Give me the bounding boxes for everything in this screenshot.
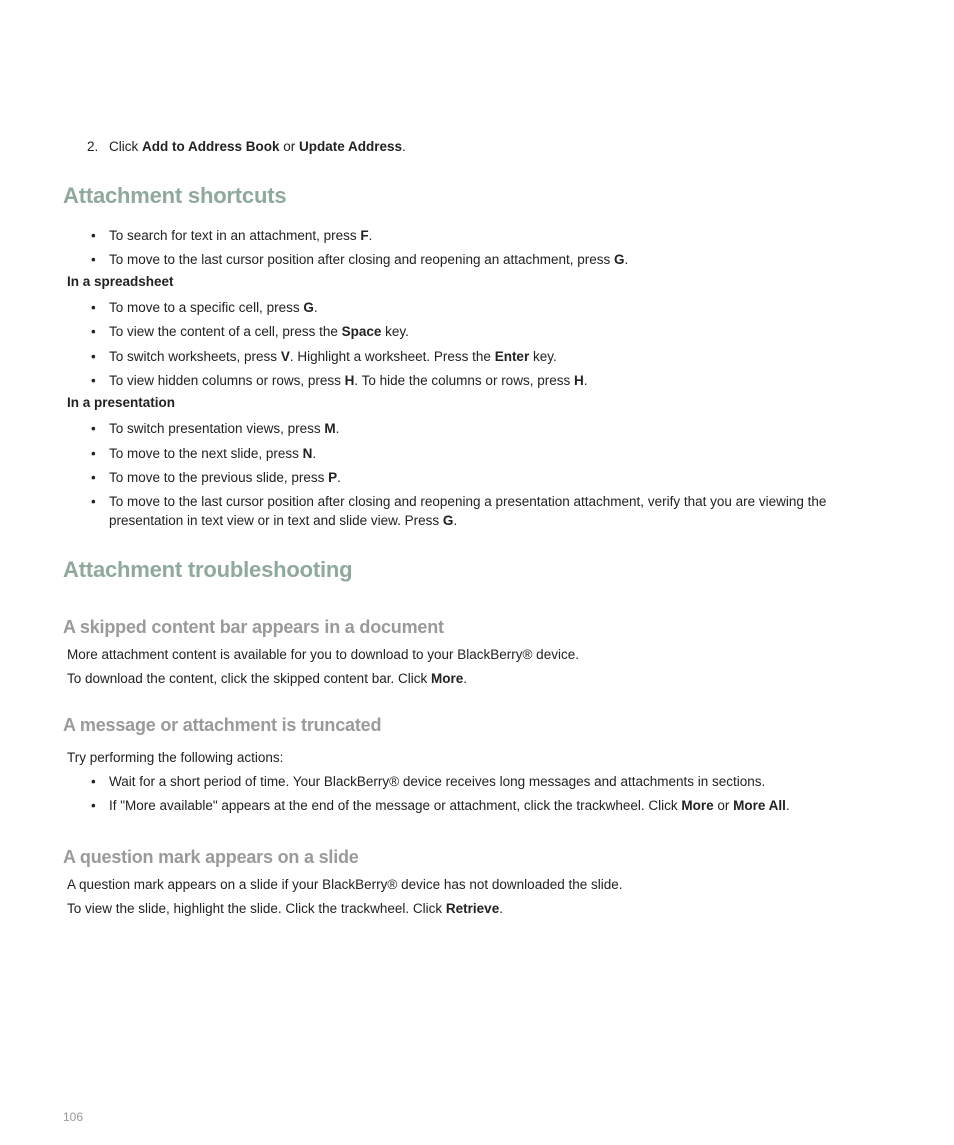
item-key: Space [341, 324, 382, 339]
para-bold: More [430, 671, 464, 686]
step-number: 2. [87, 139, 99, 154]
section-title-shortcuts: Attachment shortcuts [63, 183, 287, 208]
list-item [91, 468, 861, 487]
para-text: To view the slide, highlight the slide. Click the trackwheel. Click [67, 901, 446, 916]
step-text: . [402, 139, 406, 154]
bullet: • [91, 300, 96, 315]
item-text: . [313, 300, 318, 315]
item-key: V [280, 349, 290, 364]
item-text: key. [381, 324, 409, 339]
page-number: 106 [63, 1110, 84, 1124]
heading-skipped-content: A skipped content bar appears in a document [63, 617, 444, 637]
item-text: . [337, 470, 341, 485]
item-key: F [360, 228, 369, 243]
bullet: • [91, 228, 96, 243]
heading-question-mark: A question mark appears on a slide [63, 847, 359, 867]
section-title-troubleshooting: Attachment troubleshooting [63, 557, 353, 582]
paragraph [67, 669, 467, 688]
item-text: . To hide the columns or rows, press [354, 373, 574, 388]
paragraph: Try performing the following actions: [67, 750, 284, 765]
bullet: • [91, 798, 96, 813]
bullet: • [91, 324, 96, 339]
item-text: To move to the last cursor position after closing and reopening a presentation attachment, verify that you are viewing the presentation in text view or in text and slide view. Press [109, 494, 827, 528]
item-key: G [614, 252, 625, 267]
item-key: G [442, 513, 454, 528]
bullet: • [91, 421, 96, 436]
paragraph: More attachment content is available for you to download to your BlackBerry® device. [67, 647, 579, 662]
heading-truncated: A message or attachment is truncated [63, 715, 382, 735]
item-text: . [368, 228, 373, 243]
list-item [91, 796, 861, 815]
step-text: or [279, 139, 300, 154]
list-item [91, 226, 861, 245]
para-text: . [463, 671, 467, 686]
list-item [91, 772, 861, 791]
bullet: • [91, 470, 96, 485]
item-text: . [335, 421, 340, 436]
item-key: More All [733, 798, 786, 813]
item-text: If "More available" appears at the end of the message or attachment, click the trackwheel. Click [109, 798, 682, 813]
item-text: To search for text in an attachment, press [109, 228, 361, 243]
item-text: To switch presentation views, press [109, 421, 325, 436]
step-2 [87, 137, 406, 156]
item-text: To move to the last cursor position after closing and reopening an attachment, press [109, 252, 615, 267]
list-item [91, 419, 861, 438]
item-text: key. [529, 349, 557, 364]
list-item [91, 347, 861, 366]
subheading-presentation: In a presentation [67, 395, 176, 410]
item-text: To move to the previous slide, press [109, 470, 329, 485]
item-text: To view hidden columns or rows, press [109, 373, 345, 388]
item-key: G [303, 300, 314, 315]
step-text: Click [109, 139, 142, 154]
item-text: Wait for a short period of time. Your BlackBerry® device receives long messages and attachments in sections. [109, 774, 766, 789]
item-text: . [312, 446, 317, 461]
item-key: More [681, 798, 714, 813]
para-bold: Retrieve [445, 901, 500, 916]
item-key: Enter [494, 349, 530, 364]
step-bold-update: Update Address [299, 139, 403, 154]
step-bold-add: Add to Address Book [142, 139, 280, 154]
list-item [91, 322, 861, 341]
paragraph [67, 899, 503, 918]
para-text: . [499, 901, 503, 916]
item-text: . [624, 252, 629, 267]
list-item [91, 371, 861, 390]
bullet: • [91, 349, 96, 364]
subheading-spreadsheet: In a spreadsheet [67, 274, 174, 289]
paragraph: A question mark appears on a slide if your BlackBerry® device has not downloaded the slide. [67, 877, 623, 892]
item-key: H [344, 373, 355, 388]
list-item [91, 250, 861, 269]
item-key: M [324, 421, 336, 436]
item-text: . Highlight a worksheet. Press the [289, 349, 495, 364]
list-item [91, 444, 861, 463]
bullet: • [91, 252, 96, 267]
bullet: • [91, 373, 96, 388]
item-text: To move to the next slide, press [109, 446, 303, 461]
item-text: To switch worksheets, press [109, 349, 281, 364]
item-text: To view the content of a cell, press the [109, 324, 342, 339]
para-text: To download the content, click the skipped content bar. Click [67, 671, 431, 686]
item-text: . [785, 798, 790, 813]
item-key: N [302, 446, 313, 461]
bullet: • [91, 494, 96, 509]
bullet: • [91, 446, 96, 461]
bullet: • [91, 774, 96, 789]
item-text: . [583, 373, 588, 388]
item-key: H [573, 373, 584, 388]
item-text: or [713, 798, 734, 813]
item-text: To move to a specific cell, press [109, 300, 304, 315]
item-text: . [453, 513, 458, 528]
list-item [91, 492, 861, 530]
item-key: P [328, 470, 338, 485]
list-item [91, 298, 861, 317]
